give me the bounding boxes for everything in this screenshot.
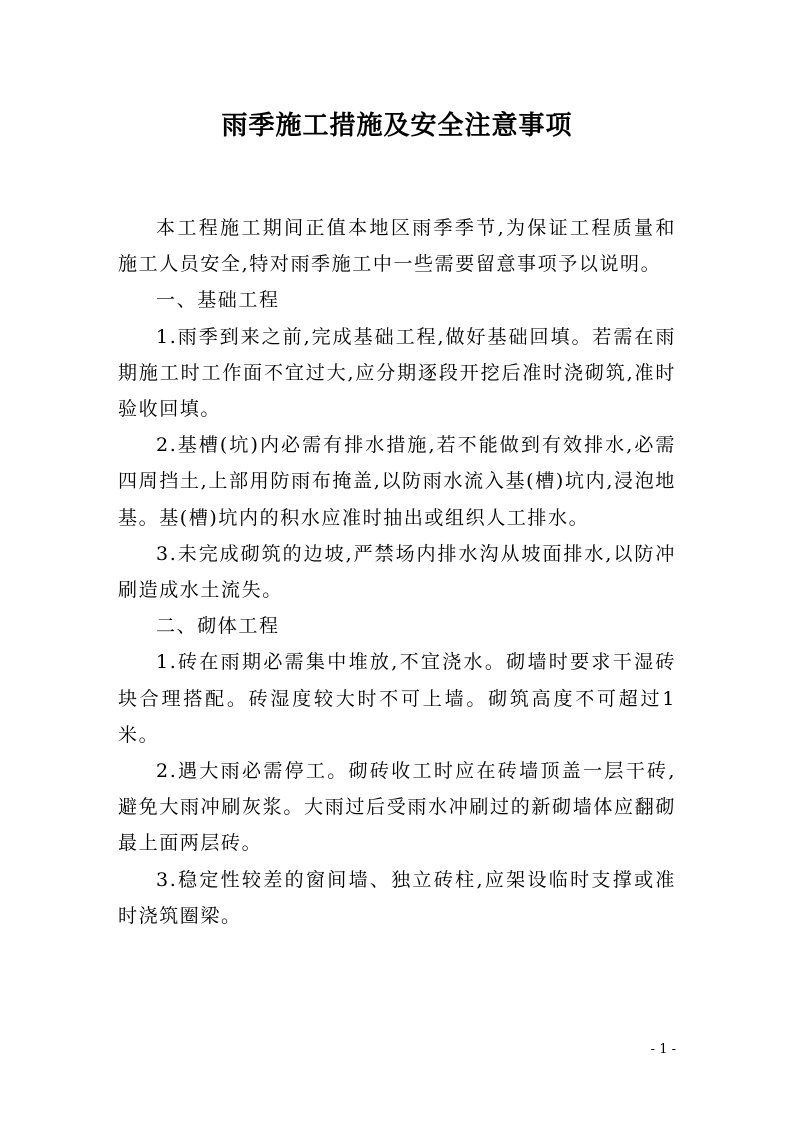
foundation-item-3: 3.未完成砌筑的边坡,严禁场内排水沟从坡面排水,以防冲刷造成水土流失。 xyxy=(118,542,676,602)
page-number: - 1 - xyxy=(650,1042,676,1057)
foundation-item-1: 1.雨季到来之前,完成基础工程,做好基础回填。若需在雨期施工时工作面不宜过大,应分期逐段开挖后准时浇砌筑,准时验收回填。 xyxy=(118,325,676,421)
masonry-item-2: 2.遇大雨必需停工。砌砖收工时应在砖墙顶盖一层干砖,避免大雨冲刷灰浆。大雨过后受雨水冲刷过的新砌墙体应翻砌最上面两层砖。 xyxy=(118,760,676,855)
masonry-item-1: 1.砖在雨期必需集中堆放,不宜浇水。砌墙时要求干湿砖块合理搭配。砖湿度较大时不可上墙。砌筑高度不可超过1米。 xyxy=(118,651,676,746)
section-heading-foundation: 一、基础工程 xyxy=(156,289,280,312)
document-body xyxy=(118,210,676,934)
section-heading-masonry: 二、砌体工程 xyxy=(156,615,280,638)
masonry-item-3: 3.稳定性较差的窗间墙、独立砖柱,应架设临时支撑或准时浇筑圈梁。 xyxy=(118,868,676,927)
foundation-item-2: 2.基槽(坑)内必需有排水措施,若不能做到有效排水,必需四周挡土,上部用防雨布掩盖,以防雨水流入基(槽)坑内,浸泡地基。基(槽)坑内的积水应准时抽出或组织人工排水。 xyxy=(118,434,676,529)
document-title: 雨季施工措施及安全注意事项 xyxy=(221,111,573,141)
intro-paragraph: 本工程施工期间正值本地区雨季季节,为保证工程质量和施工人员安全,特对雨季施工中一些需要留意事项予以说明。 xyxy=(118,217,676,276)
